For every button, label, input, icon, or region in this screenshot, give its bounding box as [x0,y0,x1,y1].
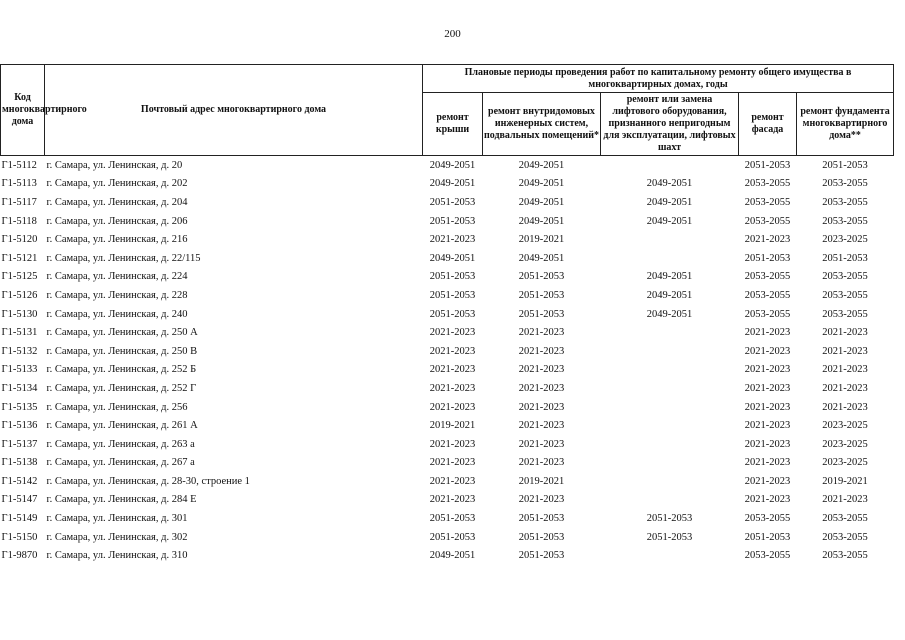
cell-elevator: 2049-2051 [646,308,693,320]
table-row [1,175,894,194]
cell-roof: 2049-2051 [423,156,483,175]
cell-code: Г1-5134 [1,382,38,394]
table-header [1,65,894,156]
cell-elevator: 2051-2053 [646,531,693,543]
cell-systems: 2049-2051 [483,156,601,175]
cell-code: Г1-5132 [1,345,38,357]
cell-facade: 2053-2055 [744,513,791,525]
cell-roof: 2021-2023 [429,382,476,394]
cell-code: Г1-5135 [1,401,38,413]
cell-code: Г1-5138 [1,457,38,469]
cell-address: г. Самара, ул. Ленинская, д. 310 [46,550,188,562]
header-code: Код многоквартирного дома [1,65,45,156]
cell-facade: 2053-2055 [744,308,791,320]
cell-code: Г1-5142 [1,475,38,487]
table-row [1,342,894,361]
cell-foundation: 2021-2023 [822,494,868,506]
cell-elevator: 2049-2051 [646,289,693,301]
cell-systems: 2021-2023 [518,494,565,506]
cell-foundation: 2019-2021 [822,475,868,487]
cell-facade: 2053-2055 [744,550,791,562]
table-row [1,230,894,249]
cell-facade: 2053-2055 [744,178,791,190]
table-row [1,305,894,324]
cell-foundation: 2053-2055 [822,196,868,208]
cell-elevator [601,249,739,268]
cell-systems: 2021-2023 [518,401,565,413]
header-foundation: ремонт фундамента многоквартирного дома** [797,93,894,156]
cell-elevator [601,379,739,398]
cell-address: г. Самара, ул. Ленинская, д. 228 [46,289,188,301]
cell-code: Г1-5113 [1,178,37,190]
cell-elevator [601,361,739,380]
cell-code: Г1-5118 [1,215,37,227]
table-row [1,268,894,287]
cell-code: Г1-5130 [1,308,38,320]
table-row [1,546,894,565]
table-body [1,156,894,566]
cell-facade: 2021-2023 [744,475,791,487]
table-row [1,361,894,380]
cell-elevator: 2049-2051 [646,196,693,208]
cell-address: г. Самара, ул. Ленинская, д. 302 [46,531,188,543]
cell-roof: 2021-2023 [429,234,476,246]
table-row [1,472,894,491]
cell-roof: 2021-2023 [429,345,476,357]
cell-facade: 2051-2053 [744,252,791,264]
cell-roof: 2049-2051 [429,550,476,562]
cell-address: г. Самара, ул. Ленинская, д. 250 В [46,345,198,357]
cell-elevator [601,342,739,361]
cell-address: г. Самара, ул. Ленинская, д. 301 [46,513,188,525]
cell-code: Г1-5137 [1,438,38,450]
cell-code: Г1-5117 [1,196,37,208]
cell-facade: 2021-2023 [744,438,791,450]
cell-facade: 2021-2023 [744,401,791,413]
cell-address: г. Самара, ул. Ленинская, д. 240 [46,308,188,320]
cell-systems: 2049-2051 [518,178,565,190]
cell-elevator [601,435,739,454]
table-row [1,435,894,454]
cell-systems: 2021-2023 [518,364,565,376]
cell-roof: 2021-2023 [429,494,476,506]
cell-foundation: 2053-2055 [822,289,868,301]
cell-foundation: 2021-2023 [822,364,868,376]
table-row [1,491,894,510]
cell-address: г. Самара, ул. Ленинская, д. 22/115 [46,252,201,264]
cell-address: г. Самара, ул. Ленинская, д. 224 [46,271,188,283]
cell-roof: 2021-2023 [429,457,476,469]
cell-systems: 2021-2023 [518,345,565,357]
cell-code: Г1-5149 [1,513,38,525]
table-row [1,323,894,342]
cell-roof: 2049-2051 [429,178,476,190]
cell-address: г. Самара, ул. Ленинская, д. 202 [46,178,188,190]
cell-systems: 2049-2051 [518,215,565,227]
cell-elevator: 2051-2053 [646,513,693,525]
cell-systems: 2051-2053 [518,550,565,562]
cell-roof: 2021-2023 [429,401,476,413]
cell-address: г. Самара, ул. Ленинская, д. 204 [46,196,188,208]
cell-facade: 2051-2053 [744,531,791,543]
cell-code: Г1-5131 [1,327,38,339]
cell-roof: 2051-2053 [429,215,476,227]
cell-code: Г1-5133 [1,364,38,376]
cell-elevator: 2049-2051 [646,271,693,283]
cell-elevator [601,472,739,491]
cell-roof: 2051-2053 [429,308,476,320]
cell-elevator [601,454,739,473]
cell-foundation: 2053-2055 [822,271,868,283]
table-row [1,286,894,305]
cell-foundation: 2023-2025 [822,234,868,246]
cell-foundation: 2023-2025 [822,420,868,432]
cell-facade: 2021-2023 [744,420,791,432]
cell-elevator [601,323,739,342]
repair-schedule-table [0,64,894,565]
table-row [1,212,894,231]
cell-systems: 2049-2051 [518,196,565,208]
cell-facade: 2053-2055 [744,215,791,227]
cell-elevator [601,398,739,417]
cell-facade: 2021-2023 [744,345,791,357]
cell-foundation: 2023-2025 [822,438,868,450]
cell-systems: 2051-2053 [518,271,565,283]
header-roof: ремонт крыши [423,93,483,156]
cell-roof: 2021-2023 [429,475,476,487]
cell-address: г. Самара, ул. Ленинская, д. 206 [46,215,188,227]
header-group: Плановые периоды проведения работ по капитальному ремонту общего имущества в многоквартирных домах, годы [423,65,894,93]
cell-roof: 2051-2053 [429,271,476,283]
table-row [1,416,894,435]
cell-code: Г1-5150 [1,531,38,543]
cell-roof: 2021-2023 [429,327,476,339]
cell-systems: 2051-2053 [518,513,565,525]
cell-address: г. Самара, ул. Ленинская, д. 256 [46,401,188,413]
cell-roof: 2021-2023 [429,438,476,450]
cell-address: г. Самара, ул. Ленинская, д. 252 Г [46,382,197,394]
cell-foundation: 2053-2055 [822,178,868,190]
cell-facade: 2021-2023 [744,327,791,339]
cell-systems: 2051-2053 [518,308,565,320]
cell-roof: 2021-2023 [429,364,476,376]
cell-address: г. Самара, ул. Ленинская, д. 284 Е [46,494,197,506]
cell-systems: 2019-2021 [518,234,565,246]
cell-code: Г1-5147 [1,494,38,506]
cell-code: Г1-5136 [1,420,38,432]
cell-foundation: 2021-2023 [822,327,868,339]
cell-facade: 2053-2055 [744,271,791,283]
cell-elevator [601,546,739,565]
cell-systems: 2021-2023 [518,438,565,450]
cell-facade: 2053-2055 [744,289,791,301]
cell-elevator: 2049-2051 [646,215,693,227]
cell-address: г. Самара, ул. Ленинская, д. 28-30, строение 1 [46,475,250,487]
cell-systems: 2019-2021 [518,475,565,487]
cell-foundation: 2053-2055 [822,513,868,525]
cell-systems: 2051-2053 [518,531,565,543]
cell-code: Г1-5120 [1,234,38,246]
cell-code: Г1-5112 [1,156,45,175]
table-row [1,398,894,417]
cell-facade: 2021-2023 [744,234,791,246]
header-elevator: ремонт или замена лифтового оборудования, признанного непригодным для эксплуатации, лифтовых шахт [601,93,739,156]
cell-foundation: 2021-2023 [822,345,868,357]
cell-foundation: 2053-2055 [822,308,868,320]
cell-facade: 2021-2023 [744,494,791,506]
cell-address: г. Самара, ул. Ленинская, д. 20 [45,156,423,175]
cell-facade: 2021-2023 [744,382,791,394]
cell-address: г. Самара, ул. Ленинская, д. 261 А [46,420,198,432]
cell-roof: 2051-2053 [429,513,476,525]
header-facade: ремонт фасада [739,93,797,156]
table-row [1,249,894,268]
cell-foundation: 2051-2053 [797,156,894,175]
cell-roof: 2051-2053 [429,196,476,208]
cell-foundation: 2053-2055 [822,531,868,543]
cell-systems: 2021-2023 [518,457,565,469]
cell-facade: 2053-2055 [744,196,791,208]
table-row [1,156,894,175]
table-row [1,454,894,473]
page-number: 200 [444,28,461,40]
table-row [1,528,894,547]
cell-systems: 2049-2051 [518,252,565,264]
cell-code: Г1-5126 [1,289,38,301]
cell-facade: 2051-2053 [739,156,797,175]
table-row [1,193,894,212]
cell-foundation: 2021-2023 [822,401,868,413]
cell-systems: 2021-2023 [518,420,565,432]
cell-address: г. Самара, ул. Ленинская, д. 250 А [46,327,198,339]
table-row [1,509,894,528]
cell-code: Г1-5125 [1,271,38,283]
cell-roof: 2049-2051 [429,252,476,264]
cell-systems: 2021-2023 [518,327,565,339]
cell-code: Г1-9870 [1,550,38,562]
cell-foundation: 2053-2055 [822,550,868,562]
cell-roof: 2051-2053 [429,531,476,543]
cell-roof: 2019-2021 [429,420,476,432]
cell-address: г. Самара, ул. Ленинская, д. 263 а [46,438,195,450]
cell-foundation: 2023-2025 [822,457,868,469]
cell-systems: 2051-2053 [518,289,565,301]
header-systems: ремонт внутридомовых инженерных систем, подвальных помещений* [483,93,601,156]
cell-roof: 2051-2053 [429,289,476,301]
cell-facade: 2021-2023 [744,457,791,469]
cell-foundation: 2021-2023 [822,382,868,394]
cell-address: г. Самара, ул. Ленинская, д. 252 Б [46,364,197,376]
cell-facade: 2021-2023 [744,364,791,376]
cell-elevator: 2049-2051 [646,178,693,190]
cell-elevator [601,156,739,175]
cell-elevator [601,230,739,249]
header-address: Почтовый адрес многоквартирного дома [45,65,423,156]
cell-code: Г1-5121 [1,252,38,264]
cell-elevator [601,491,739,510]
cell-elevator [601,416,739,435]
table-row [1,379,894,398]
cell-foundation: 2053-2055 [822,215,868,227]
cell-foundation: 2051-2053 [822,252,868,264]
cell-systems: 2021-2023 [518,382,565,394]
cell-address: г. Самара, ул. Ленинская, д. 267 а [46,457,195,469]
cell-address: г. Самара, ул. Ленинская, д. 216 [46,234,188,246]
